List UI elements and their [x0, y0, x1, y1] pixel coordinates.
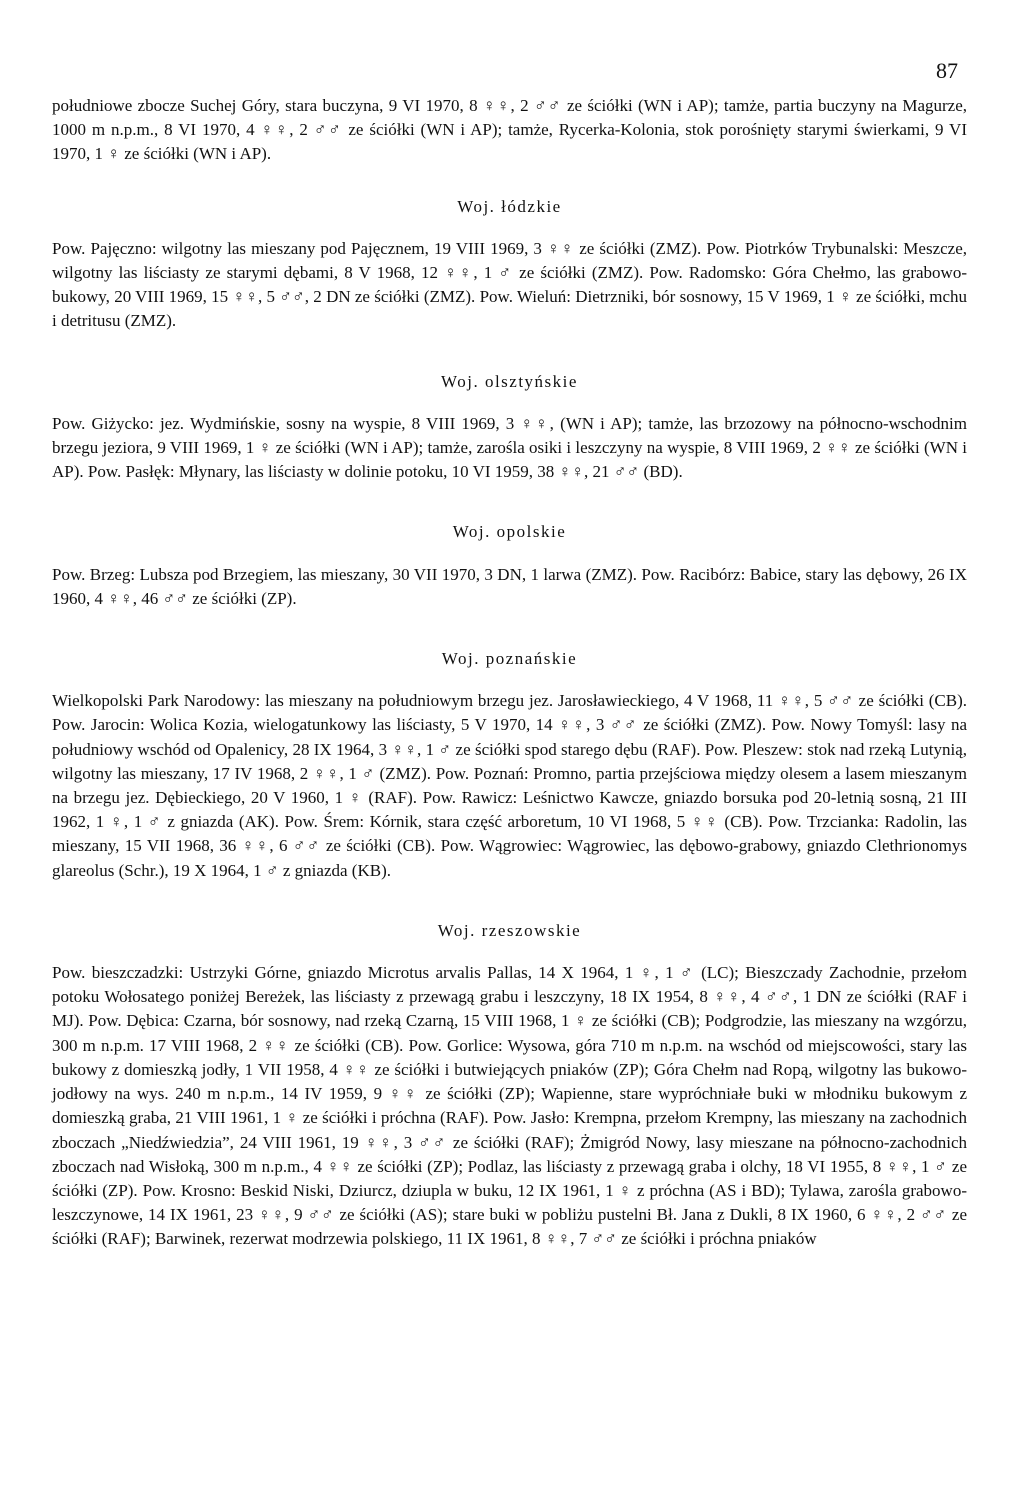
page-number: 87 — [936, 58, 958, 83]
section-text-opolskie: Pow. Brzeg: Lubsza pod Brzegiem, las mieszany, 30 VII 1970, 3 DN, 1 larwa (ZMZ). Pow. Racibórz: Babice, stary las dębowy, 26 IX 1960, 4 ♀♀, 46 ♂♂ ze ściółki (ZP). — [52, 564, 967, 608]
section-heading-opolskie: Woj. opolskie — [452, 522, 567, 542]
section-text-lodzkie: Pow. Pajęczno: wilgotny las mieszany pod Pajęcznem, 19 VIII 1969, 3 ♀♀ ze ściółki (ZMZ). Pow. Piotrków Trybunalski: Meszcze, wilgotny las liściasty ze starymi dębami, 8 V 1968, 12 ♀♀, 1 ♂ ze ściółki (ZMZ). Pow. Radomsko: Góra Chełmo, las grabowo-bukowy, 20 VIII 1969, 15 ♀♀, 5 ♂♂, 2 DN ze ściółki (ZMZ). Pow. Wieluń: Dietrzniki, bór sosnowy, 15 V 1969, 1 ♀ ze ściółki, mchu i detritusu (ZMZ). — [52, 238, 967, 331]
section-heading-olsztynskie: Woj. olsztyńskie — [441, 371, 578, 391]
page-content — [52, 94, 967, 1252]
section-heading-poznanskie: Woj. poznańskie — [441, 649, 578, 669]
section-text-rzeszowskie: Pow. bieszczadzki: Ustrzyki Górne, gniazdo Microtus arvalis Pallas, 14 X 1964, 1 ♀, 1 ♂ (LC); Bieszczady Zachodnie, przełom potoku Wołosatego poniżej Bereżek, las liściasty z przewagą grabu i leszczyny, 18 IX 1954, 8 ♀♀, 4 ♂♂, 1 DN ze ściółki (RAF i MJ). Pow. Dębica: Czarna, bór sosnowy, nad rzeką Czarną, 15 VIII 1968, 1 ♀ ze ściółki (CB); Podgrodzie, las mieszany na wzgórzu, 300 m n.p.m. 17 VIII 1968, 2 ♀♀ ze ściółki (CB). Pow. Gorlice: Wysowa, góra 710 m n.p.m. na wschód od miejscowości, stary las bukowy z domieszką jodły, 1 VII 1958, 4 ♀♀ ze ściółki i butwiejących pniaków (ZP); Góra Chełm nad Ropą, wilgotny las bukowo-jodłowy na wys. 240 m n.p.m., 14 IV 1959, 9 ♀♀ ze ściółki (ZP); Wapienne, stare wypróchniałe buki w młodniku bukowym z domieszką graba, 21 VIII 1961, 1 ♀ ze ściółki i próchna (RAF). Pow. Jasło: Krempna, przełom Krempny, las mieszany na zachodnich zboczach „Niedźwiedzia”, 24 VIII 1961, 19 ♀♀, 3 ♂♂ ze ściółki (RAF); Żmigród Nowy, lasy mieszane na północno-zachodnich zboczach nad Wisłoką, 300 m n.p.m., 4 ♀♀ ze ściółki (ZP); Podlaz, las liściasty z przewagą graba i olchy, 18 VI 1955, 8 ♀♀, 1 ♂ ze ściółki (ZP). Pow. Krosno: Beskid Niski, Dziurcz, dziupla w buku, 12 IX 1961, 1 ♀ z próchna (AS i BD); Tylawa, zarośla grabowo-leszczynowe, 14 IX 1961, 23 ♀♀, 9 ♂♂ ze ściółki (AS); stare buki w pobliżu pustelni Bł. Jana z Dukli, 8 IX 1960, 6 ♀♀, 2 ♂♂ ze ściółki (RAF); Barwinek, rezerwat modrzewia polskiego, 11 IX 1961, 8 ♀♀, 7 ♂♂ ze ściółki i próchna pniaków — [52, 963, 967, 1249]
section-heading-rzeszowskie: Woj. rzeszowskie — [437, 920, 582, 940]
section-text-olsztynskie: Pow. Giżycko: jez. Wydmińskie, sosny na wyspie, 8 VIII 1969, 3 ♀♀, (WN i AP); tamże, las brzozowy na północno-wschodnim brzegu jeziora, 9 VIII 1969, 1 ♀ ze ściółki (WN i AP); tamże, zarośla osiki i leszczyny na wyspie, 8 VIII 1969, 2 ♀♀ ze ściółki (WN i AP). Pow. Pasłęk: Młynary, las liściasty w dolinie potoku, 10 VI 1959, 38 ♀♀, 21 ♂♂ (BD). — [52, 413, 967, 482]
section-heading-lodzkie: Woj. łódzkie — [457, 196, 562, 216]
intro-paragraph: południowe zbocze Suchej Góry, stara buczyna, 9 VI 1970, 8 ♀♀, 2 ♂♂ ze ściółki (WN i AP); tamże, partia buczyny na Magurze, 1000 m n.p.m., 8 VI 1970, 4 ♀♀, 2 ♂♂ ze ściółki (WN i AP); tamże, Rycerka-Kolonia, stok porośnięty starymi świerkami, 9 VI 1970, 1 ♀ ze ściółki (WN i AP). — [52, 96, 967, 164]
section-text-poznanskie: Wielkopolski Park Narodowy: las mieszany na południowym brzegu jez. Jarosławieckiego, 4 V 1968, 11 ♀♀, 5 ♂♂ ze ściółki (CB). Pow. Jarocin: Wolica Kozia, wielogatunkowy las liściasty, 5 V 1970, 14 ♀♀, 3 ♂♂ ze ściółki (ZMZ). Pow. Nowy Tomyśl: lasy na południowy wschód od Opalenicy, 28 IX 1964, 3 ♀♀, 1 ♂ ze ściółki spod starego dębu (RAF). Pow. Pleszew: stok nad rzeką Lutynią, wilgotny las mieszany, 17 IV 1968, 2 ♀♀, 1 ♂ (ZMZ). Pow. Poznań: Promno, partia przejściowa między olesem a lasem mieszanym na brzegu jez. Dębieckiego, 20 V 1960, 1 ♀ (RAF). Pow. Rawicz: Leśnictwo Kawcze, gniazdo borsuka pod 20-letnią sosną, 21 III 1962, 1 ♀, 1 ♂ z gniazda (AK). Pow. Śrem: Kórnik, stara część arboretum, 10 VI 1968, 5 ♀♀ (CB). Pow. Trzcianka: Radolin, las mieszany, 15 VII 1968, 36 ♀♀, 6 ♂♂ ze ściółki (CB). Pow. Wągrowiec: Wągrowiec, las dębowo-grabowy, gniazdo Clethrionomys glareolus (Schr.), 19 X 1964, 1 ♂ z gniazda (KB). — [52, 691, 967, 880]
